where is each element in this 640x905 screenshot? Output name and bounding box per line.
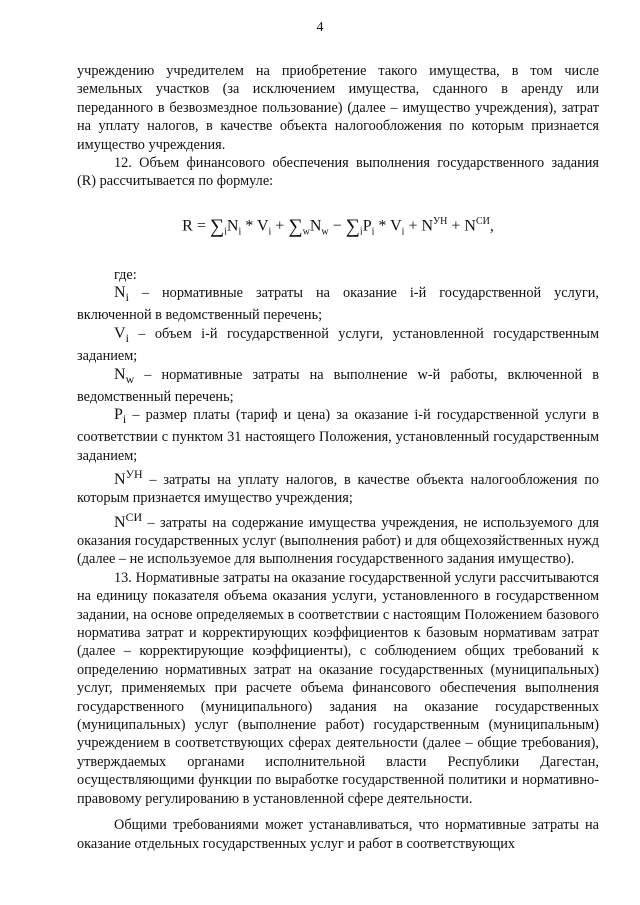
paragraph-13: 13. Нормативные затраты на оказание государственной услуги рассчитываются на единицу показателя объема оказания услуги, установленного в государственном задании, на основе определяемых в соответствии с настоящим Положением базового норматива затрат и корректирующих коэффициентов к базовым нормативам затрат (далее – корректирующие коэффициенты), с соблюдением общих требований к определению нормативных затрат на оказание государственных (муниципальных) услуг, применяемых при расчете объема финансового обеспечения выполнения государственного (муниципального) задания на оказание государственных (муниципальных) услуг (выполнение работ) государственным (муниципальным) учреждением в соответствующих сферах деятельности (далее – общие требования), утверждаемых органами исполнительной власти Республики Дагестан, осуществляющими функции по выработке государственной политики и нормативно-правовому регулированию в установленной сфере деятельности. <box>77 569 599 807</box>
definition-item <box>77 366 599 407</box>
intro-paragraph: учреждению учредителем на приобретение такого имущества, в том числе земельных участков (за исключением имущества, сданного в аренду или переданного в безвозмездное пользование) (далее – имущество учреждения), затрат на уплату налогов, в качестве объекта налогообложения по которым признается имущество учреждения. <box>77 63 599 153</box>
term-nw-index: w <box>321 226 329 238</box>
sum-symbol: ∑ <box>209 215 225 238</box>
formula-end: , <box>489 217 494 235</box>
plus-sign: + <box>271 217 289 235</box>
term-v-index: i <box>268 226 272 238</box>
term-n-index: i <box>238 226 242 238</box>
definition-text: – размер платы (тариф и цена) за оказание i-й государственной услуги в соответствии с пунктом 31 настоящего Положения, установленный государственным заданием; <box>77 407 599 464</box>
page-number: 4 <box>316 20 324 35</box>
definition-item <box>77 508 599 569</box>
definition-symbol: V <box>114 324 126 342</box>
term-v: V <box>390 217 402 235</box>
definition-text: – затраты на уплату налогов, в качестве объекта налогообложения по которым признается имущество учреждения; <box>77 472 599 507</box>
paragraph-12: 12. Объем финансового обеспечения выполнения государственного задания (R) рассчитывается по формуле: <box>77 155 599 190</box>
definition-subscript: i <box>125 290 129 305</box>
formula-lhs: R = <box>182 217 210 235</box>
definition-symbol: N <box>114 471 126 489</box>
definition-symbol: N <box>114 365 126 383</box>
page-body <box>77 62 599 853</box>
formula <box>77 191 599 266</box>
sum-index: i <box>359 226 363 238</box>
sum-index: w <box>302 226 310 238</box>
definition-subscript: w <box>125 371 135 386</box>
definition-subscript: i <box>122 412 127 427</box>
definition-superscript: СИ <box>125 509 143 524</box>
definition-symbol: N <box>114 513 126 531</box>
paragraph-gap <box>77 808 599 816</box>
term-n: N <box>226 217 239 235</box>
where-label: где: <box>114 266 137 283</box>
term-nsi: N <box>464 217 476 235</box>
term-v-index: i <box>401 226 405 238</box>
definition-text: – затраты на содержание имущества учреждения, не используемого для оказания государственных услуг (выполнения работ) и для общехозяйственных нужд (далее – не используемое для выполнения государственного задания имущество). <box>77 514 599 568</box>
term-v: V <box>256 217 269 235</box>
definition-superscript: УН <box>125 467 143 482</box>
definition-item <box>77 325 599 366</box>
definition-symbol: P <box>114 406 123 424</box>
sum-symbol: ∑ <box>345 215 360 238</box>
definition-subscript: i <box>125 330 129 345</box>
definition-item <box>77 284 599 325</box>
plus-sign: + <box>447 217 465 235</box>
sum-symbol: ∑ <box>288 215 303 238</box>
definition-text: – нормативные затраты на оказание i-й государственной услуги, включенной в ведомственный перечень; <box>77 285 599 324</box>
term-nw: N <box>309 217 322 235</box>
term-p-index: i <box>371 226 375 238</box>
plus-sign: + <box>404 217 422 235</box>
definition-item <box>77 465 599 508</box>
term-nun: N <box>421 217 434 235</box>
sum-index: i <box>224 226 227 238</box>
last-paragraph: Общими требованиями может устанавливаться, что нормативные затраты на оказание отдельных государственных услуг и работ в соответствующих <box>77 817 599 852</box>
minus-sign: − <box>328 217 346 235</box>
definition-item <box>77 406 599 465</box>
definition-text: – нормативные затраты на выполнение w-й работы, включенной в ведомственный перечень; <box>77 366 599 405</box>
term-nun-sup: УН <box>433 215 448 227</box>
times-sign: * <box>241 217 257 235</box>
definition-text: – объем i-й государственной услуги, установленной государственным заданием; <box>77 325 599 365</box>
term-p: P <box>362 217 372 235</box>
definition-symbol: N <box>114 284 126 302</box>
term-nsi-sup: СИ <box>475 215 490 227</box>
times-sign: * <box>374 217 391 235</box>
